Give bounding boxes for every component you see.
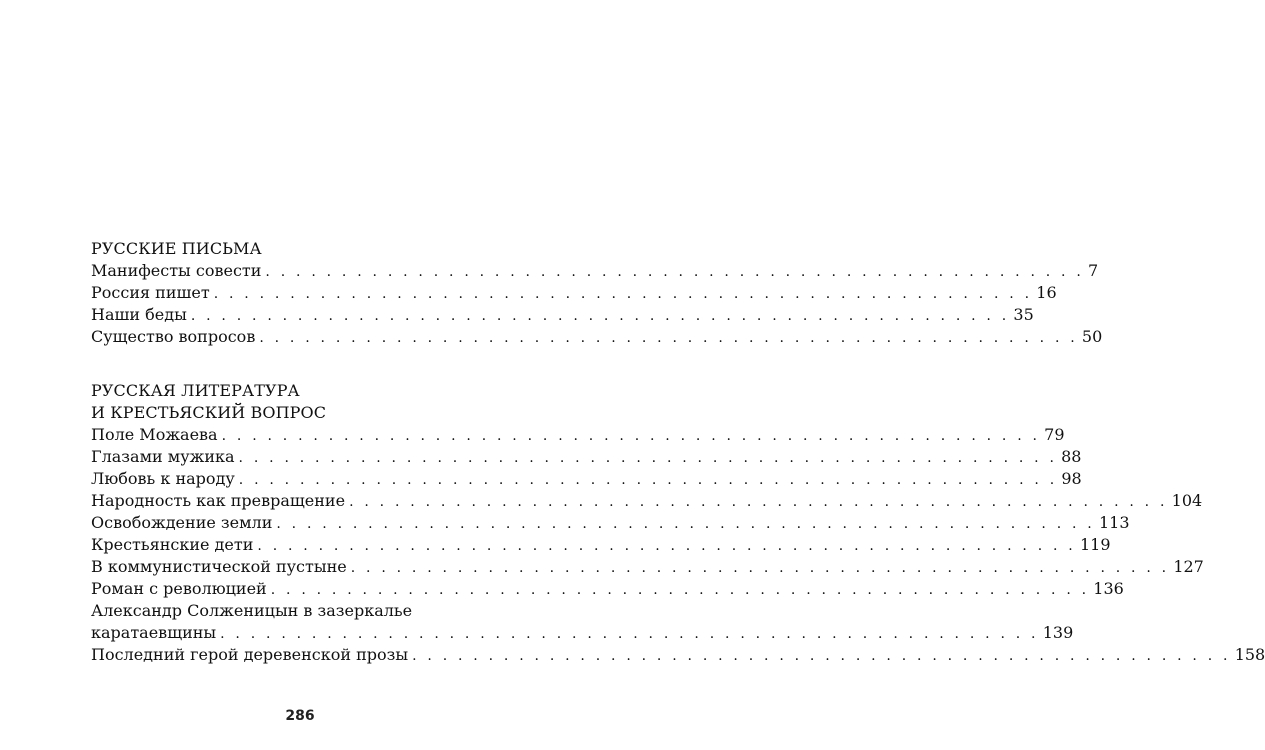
dot-leader: . . . . . . . . . . . . . . . . . . . . . . . . . . . . . . . . . . . . . . . . . . . . . . . . . . . . . . [238,450,1058,466]
entry-page: 50 [1081,327,1103,346]
dot-leader: . . . . . . . . . . . . . . . . . . . . . . . . . . . . . . . . . . . . . . . . . . . . . . . . . . . . . . [238,472,1058,488]
dot-leader: . . . . . . . . . . . . . . . . . . . . . . . . . . . . . . . . . . . . . . . . . . . . . . . . . . . . . . [412,648,1231,664]
dot-leader: . . . . . . . . . . . . . . . . . . . . . . . . . . . . . . . . . . . . . . . . . . . . . . . . . . . . . . [257,538,1076,554]
toc-entry [91,490,1203,512]
dot-leader: . . . . . . . . . . . . . . . . . . . . . . . . . . . . . . . . . . . . . . . . . . . . . . . . . . . . . . [221,428,1041,444]
page-number: 286 [285,708,315,724]
entry-page: 98 [1061,469,1082,488]
entry-page: 113 [1098,513,1130,532]
dot-leader: . . . . . . . . . . . . . . . . . . . . . . . . . . . . . . . . . . . . . . . . . . . . . . . . . . . . . . [265,264,1084,280]
entry-title: Глазами мужика [91,447,235,466]
dot-leader: . . . . . . . . . . . . . . . . . . . . . . . . . . . . . . . . . . . . . . . . . . . . . . . . . . . . . . [259,330,1078,346]
entry-page: 104 [1171,491,1203,510]
entry-title-line1: Александр Солженицын в зазеркалье [91,601,413,620]
toc-entry [91,446,1082,468]
entry-page: 7 [1088,261,1099,280]
entry-page: 119 [1079,535,1111,554]
dot-leader: . . . . . . . . . . . . . . . . . . . . . . . . . . . . . . . . . . . . . . . . . . . . . . . . . . . . . . [349,494,1168,510]
toc-entry [91,304,1034,326]
toc-entry [91,578,1124,600]
toc-entry [91,326,1103,348]
toc-entry [91,512,1130,534]
entry-title: Последний герой деревенской прозы [91,645,409,664]
dot-leader: . . . . . . . . . . . . . . . . . . . . . . . . . . . . . . . . . . . . . . . . . . . . . . . . . . . . . . [270,582,1090,598]
toc-entry [91,644,1265,666]
section-heading: РУССКИЕ ПИСЬМА [91,239,262,258]
entry-title: Любовь к народу [91,469,235,488]
entry-page: 127 [1173,557,1204,576]
entry-page: 158 [1234,645,1265,664]
entry-title: Существо вопросов [91,327,256,346]
entry-page: 35 [1013,305,1034,324]
entry-title: Освобождение земли [91,513,273,532]
toc-entry [91,556,1204,578]
toc-section-russian-letters [91,238,1103,348]
dot-leader: . . . . . . . . . . . . . . . . . . . . . . . . . . . . . . . . . . . . . . . . . . . . . . . . . . . . . . [213,286,1033,302]
entry-page: 79 [1044,425,1065,444]
entry-title: Поле Можаева [91,425,218,444]
entry-page: 88 [1061,447,1082,466]
section-heading-line2: И КРЕСТЬЯСКИЙ ВОПРОС [91,403,327,422]
entry-title-line2: каратаевщины [91,623,217,642]
dot-leader: . . . . . . . . . . . . . . . . . . . . . . . . . . . . . . . . . . . . . . . . . . . . . . . . . . . . . . [220,626,1039,642]
dot-leader: . . . . . . . . . . . . . . . . . . . . . . . . . . . . . . . . . . . . . . . . . . . . . . . . . . . . . . [276,516,1095,532]
entry-title: Манифесты совести [91,261,262,280]
entry-title: Россия пишет [91,283,210,302]
entry-title: Народность как превращение [91,491,346,510]
toc-section-russian-literature [91,380,1265,666]
toc-entry [91,534,1111,556]
toc-entry [91,622,1074,644]
entry-page: 16 [1036,283,1057,302]
entry-title: Наши беды [91,305,187,324]
dot-leader: . . . . . . . . . . . . . . . . . . . . . . . . . . . . . . . . . . . . . . . . . . . . . . . . . . . . . . [350,560,1170,576]
entry-title: Крестьянские дети [91,535,254,554]
entry-page: 139 [1042,623,1074,642]
toc-entry [91,424,1065,446]
toc-entry [91,282,1057,304]
toc-entry [91,468,1082,490]
toc-entry [91,260,1099,282]
dot-leader: . . . . . . . . . . . . . . . . . . . . . . . . . . . . . . . . . . . . . . . . . . . . . . . . . . . . . . [190,308,1010,324]
section-heading-line1: РУССКАЯ ЛИТЕРАТУРА [91,381,300,400]
entry-title: Роман с революцией [91,579,267,598]
entry-title: В коммунистической пустыне [91,557,347,576]
entry-page: 136 [1093,579,1124,598]
